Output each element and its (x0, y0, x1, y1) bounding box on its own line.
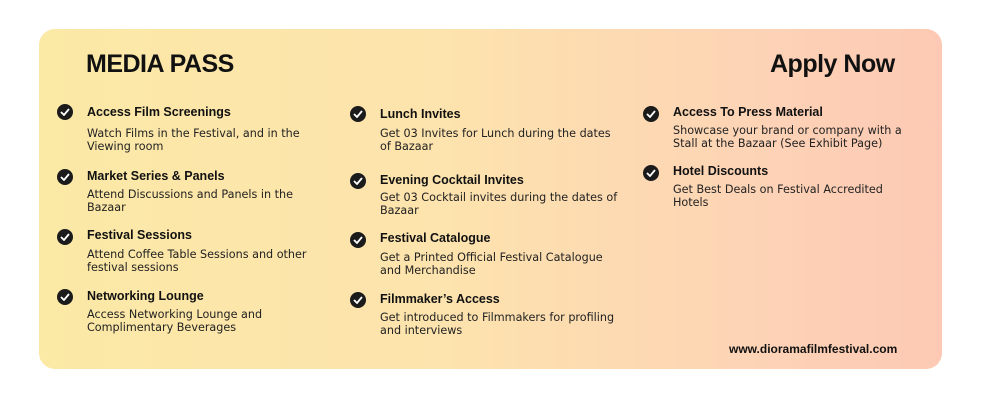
benefit-title: Evening Cocktail Invites (380, 173, 524, 187)
benefit-description: Get 03 Invites for Lunch during the dates of Bazaar (380, 127, 611, 153)
benefit-title: Access To Press Material (673, 105, 823, 119)
check-circle-icon (57, 169, 73, 185)
check-circle-icon (350, 292, 366, 308)
website-link[interactable]: www.dioramafilmfestival.com (729, 342, 898, 356)
benefit-description: Watch Films in the Festival, and in the Viewing room (87, 127, 300, 153)
benefit-title: Market Series & Panels (87, 169, 225, 183)
benefit-description: Attend Coffee Table Sessions and other festival sessions (87, 248, 307, 274)
check-circle-icon (643, 165, 659, 181)
apply-now-button[interactable]: Apply Now (770, 50, 895, 78)
check-circle-icon (57, 229, 73, 245)
benefit-description: Attend Discussions and Panels in the Bazaar (87, 188, 294, 214)
benefit-description: Get introduced to Filmmakers for profiling and interviews (380, 311, 615, 337)
benefit-title: Access Film Screenings (87, 105, 231, 119)
benefit-title: Festival Catalogue (380, 231, 491, 245)
check-circle-icon (57, 289, 73, 305)
benefit-title: Networking Lounge (87, 289, 204, 303)
check-circle-icon (350, 232, 366, 248)
page-title: MEDIA PASS (86, 50, 234, 78)
benefit-title: Lunch Invites (380, 107, 461, 121)
benefit-title: Festival Sessions (87, 228, 192, 242)
check-circle-icon (57, 104, 73, 120)
benefit-title: Filmmaker’s Access (380, 292, 500, 306)
benefit-title: Hotel Discounts (673, 164, 769, 178)
benefit-description: Access Networking Lounge and Complimentary Beverages (87, 308, 263, 334)
benefit-description: Get a Printed Official Festival Catalogue and Merchandise (380, 251, 603, 277)
check-circle-icon (350, 106, 366, 122)
benefit-description: Showcase your brand or company with a Stall at the Bazaar (See Exhibit Page) (673, 124, 902, 150)
benefit-description: Get 03 Cocktail invites during the dates of Bazaar (380, 191, 618, 217)
check-circle-icon (350, 173, 366, 189)
check-circle-icon (643, 106, 659, 122)
benefit-description: Get Best Deals on Festival Accredited Hotels (673, 183, 883, 209)
